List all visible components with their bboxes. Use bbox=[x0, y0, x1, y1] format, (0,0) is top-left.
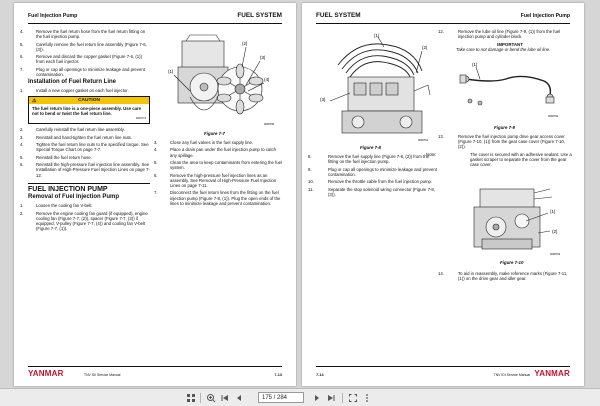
step-item: 9. Plug or cap all openings to minimize leakage and prevent contamination. bbox=[308, 166, 437, 177]
yanmar-logo: YANMAR bbox=[534, 369, 570, 378]
callout-3: (3) bbox=[320, 97, 326, 102]
warning-triangle-icon: ⚠ bbox=[32, 97, 37, 104]
engine-fan-illustration bbox=[160, 31, 284, 129]
step-item: 3. Reinstall and hand-tighten the fuel return line nuts. bbox=[20, 134, 133, 140]
figure-code: 0000762 bbox=[548, 115, 559, 118]
step-item: 5. Carefully remove the fuel return line assembly (Figure 7-6, (3)). bbox=[20, 41, 147, 52]
important-title: IMPORTANT bbox=[497, 41, 523, 47]
step-item: 7. Plug or cap all openings to minimize leakage and prevent contamination. bbox=[20, 66, 145, 77]
callout-1: (1) bbox=[168, 69, 174, 74]
figure-caption: Figure 7-8 bbox=[360, 145, 381, 150]
page-number-input[interactable]: 175 / 284 bbox=[258, 392, 304, 403]
first-page-icon[interactable] bbox=[220, 392, 230, 404]
page-footer bbox=[28, 368, 282, 378]
section-title: FUEL INJECTION PUMP bbox=[28, 183, 150, 192]
figure-7-9 bbox=[452, 59, 570, 121]
step-item: 6. Remove and discard the copper gasket (Figure 7-6, (1)) from each fuel injector. bbox=[20, 54, 143, 65]
gear-case-cover-illustration bbox=[460, 183, 570, 257]
lube-oil-line-illustration bbox=[452, 59, 570, 121]
step-item: 12. Remove the lube oil line (Figure 7-9, (1)) from the fuel injection pump and cylinder block. bbox=[438, 29, 561, 40]
note-text: The cover is secured with an adhesive sealant. Use a gasket scraper to separate the cover from the gear case cover. bbox=[470, 151, 572, 168]
yanmar-logo: YANMAR bbox=[28, 369, 64, 378]
last-page-icon[interactable] bbox=[326, 392, 336, 404]
right-column bbox=[438, 29, 572, 54]
viewer-toolbar bbox=[0, 388, 600, 406]
previous-page-icon[interactable] bbox=[234, 392, 244, 404]
figure-caption: Figure 7-7 bbox=[204, 131, 225, 136]
step-item: 11. Separate the stop solenoid wiring connector (Figure 7-8, (3)). bbox=[308, 186, 436, 197]
more-options-icon[interactable] bbox=[362, 392, 372, 404]
grid-view-icon[interactable] bbox=[186, 392, 196, 404]
callout-1: (1) bbox=[374, 33, 380, 38]
callout-2: (2) bbox=[422, 45, 428, 50]
step-item: 7. Disconnect the fuel return lines from the fitting on the fuel injection pump (Figure 7-8, (1)). Plug the open ends of the lines to minimize leakage and prevent contamination. bbox=[154, 190, 281, 206]
step-item: 4. Tighten the fuel return line nuts to the specified torque. See Special Torque Chart on page 7-7. bbox=[20, 142, 149, 153]
note bbox=[426, 151, 572, 168]
caution-text: The fuel return line is a one-piece assembly. Use care not to bend or twist the fuel return line. 0000774 bbox=[32, 105, 146, 121]
header-section-title: Fuel Injection Pump bbox=[520, 13, 570, 19]
page-header bbox=[28, 13, 282, 23]
toolbar-separator bbox=[200, 393, 201, 403]
footer-manual-title: TNV IDI Service Manual bbox=[493, 373, 530, 377]
step-item: 14. To aid in reassembly, make reference marks (Figure 7-11, (1)) on the drive gear and idler gear. bbox=[438, 271, 568, 282]
left-page bbox=[14, 3, 296, 386]
callout-2: (2) bbox=[242, 41, 248, 46]
caution-box bbox=[28, 96, 150, 125]
note-label: Note: bbox=[426, 151, 437, 157]
figure-code: 0000763 bbox=[550, 253, 561, 256]
caution-code: 0000774 bbox=[135, 117, 146, 121]
figure-7-7 bbox=[160, 31, 284, 129]
page-footer bbox=[316, 368, 570, 378]
header-rule bbox=[316, 23, 570, 24]
footer-rule bbox=[316, 366, 570, 367]
step-item: 6. Reinstall the high-pressure fuel injection line assembly. See Installation of High-Pressure Fuel Injection Lines on page 7-12. bbox=[20, 162, 150, 178]
callout-3: (3) bbox=[260, 55, 266, 60]
figure-code: 0000761 bbox=[418, 139, 429, 142]
toolbar-separator bbox=[342, 393, 343, 403]
left-column bbox=[308, 154, 438, 199]
step-item: 8. Remove the fuel supply line (Figure 7-8, (2)) from the fitting on the fuel injection pump. bbox=[308, 154, 430, 165]
figure-caption: Figure 7-9 bbox=[494, 125, 515, 130]
figure-7-8 bbox=[318, 31, 438, 143]
step-item: 6. Remove the high-pressure fuel injection lines as an assembly. See Removal of High-Pressure Fuel Injection Lines on page 7-11. bbox=[154, 172, 277, 188]
header-section-title: Fuel Injection Pump bbox=[28, 13, 78, 19]
step-item: 13. Remove the fuel injection pump drive gear access cover (Figure 7-10, (1)) from the gear case cover (Figure 7-10, (2)). bbox=[438, 134, 565, 150]
footer-rule bbox=[28, 366, 282, 367]
callout-1: (1) bbox=[472, 62, 478, 67]
right-page bbox=[302, 3, 584, 386]
step-item: 4. Remove the fuel return hose from the fuel return fitting on the fuel injection pump. bbox=[20, 29, 146, 40]
step-item: 2. Carefully reinstall the fuel return line assembly. bbox=[20, 127, 125, 133]
step-item: 1. Loosen the cooling fan V-belt. bbox=[20, 203, 93, 209]
zoom-in-icon[interactable] bbox=[206, 392, 216, 404]
step-item: 5. Reinstall the fuel return hose. bbox=[20, 154, 92, 160]
step-item: 10. Remove the throttle cable from the fuel injection pump. bbox=[308, 179, 433, 185]
caution-bar: ⚠ CAUTION bbox=[29, 97, 149, 104]
figure-caption: Figure 7-10 bbox=[500, 260, 524, 265]
callout-1: (1) bbox=[550, 209, 556, 214]
fullscreen-icon[interactable] bbox=[348, 392, 358, 404]
footer-manual-title: TNV IDI Service Manual bbox=[84, 373, 121, 377]
header-chapter-title: FUEL SYSTEM bbox=[316, 12, 361, 19]
callout-4: (4) bbox=[264, 77, 270, 82]
step-item: 2. Remove the engine cooling fan guard (if equipped), engine cooling fan (Figure 7-7, (2)), spacer (Figure 7-7, (3)) if equipped, V-pulley (Figure 7-7, (4)) and cooling fan V-belt (Figure 7-7, (1)). bbox=[20, 210, 148, 232]
right-column-lower bbox=[426, 134, 572, 170]
footer-page-number: 7-13 bbox=[274, 373, 282, 377]
figure-7-10 bbox=[460, 183, 570, 257]
install-heading: Installation of Fuel Return Line bbox=[28, 79, 117, 86]
right-column-bottom bbox=[438, 271, 572, 284]
callout-2: (2) bbox=[552, 229, 558, 234]
next-page-icon[interactable] bbox=[312, 392, 322, 404]
right-column bbox=[154, 140, 284, 208]
footer-page-number: 7-14 bbox=[316, 373, 324, 377]
step-item: 5. Clean the area to keep contaminants from entering the fuel system. bbox=[154, 159, 283, 171]
page-header bbox=[316, 13, 570, 23]
left-column bbox=[20, 29, 150, 234]
header-chapter-title: FUEL SYSTEM bbox=[237, 12, 282, 19]
step-item: 3. Close any fuel valves in the fuel supply line. bbox=[154, 140, 254, 145]
injection-pump-illustration bbox=[318, 31, 438, 143]
removal-heading: Removal of Fuel Injection Pump bbox=[28, 193, 120, 200]
step-item: 1. Install a new copper gasket on each fuel injector. bbox=[20, 88, 129, 94]
step-item: 4. Place a drain pan under the fuel injection pump to catch any spillage. bbox=[154, 147, 277, 158]
figure-code: 0000760 bbox=[264, 123, 275, 126]
important-text: Take care to not damage or bend the lube oil line. bbox=[456, 46, 551, 52]
header-rule bbox=[28, 23, 282, 24]
